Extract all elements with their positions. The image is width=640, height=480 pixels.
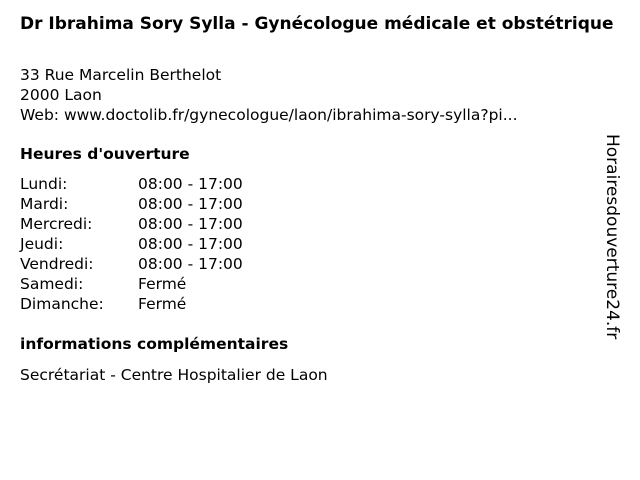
- page-title: Dr Ibrahima Sory Sylla - Gynécologue médicale et obstétrique: [20, 14, 614, 34]
- time-value: Fermé: [138, 275, 187, 293]
- city-address: 2000 Laon: [20, 86, 102, 104]
- hours-table: [20, 174, 243, 314]
- hours-row-friday: [20, 254, 243, 274]
- hours-heading: Heures d'ouverture: [20, 145, 190, 163]
- hours-row-tuesday: [20, 194, 243, 214]
- day-label: Mercredi:: [20, 215, 93, 233]
- website-link[interactable]: Web: www.doctolib.fr/gynecologue/laon/ibrahima-sory-sylla?pi...: [20, 106, 518, 124]
- day-label: Jeudi:: [20, 235, 64, 253]
- hours-row-saturday: [20, 274, 243, 294]
- hours-row-monday: [20, 174, 243, 194]
- hours-row-sunday: [20, 294, 243, 314]
- day-label: Vendredi:: [20, 255, 94, 273]
- day-label: Dimanche:: [20, 295, 104, 313]
- info-heading: informations complémentaires: [20, 335, 289, 353]
- day-label: Mardi:: [20, 195, 69, 213]
- address-block: [20, 65, 518, 125]
- street-address: 33 Rue Marcelin Berthelot: [20, 66, 222, 84]
- time-value: 08:00 - 17:00: [138, 215, 243, 233]
- hours-row-wednesday: [20, 214, 243, 234]
- time-value: 08:00 - 17:00: [138, 255, 243, 273]
- time-value: 08:00 - 17:00: [138, 195, 243, 213]
- time-value: Fermé: [138, 295, 187, 313]
- day-label: Samedi:: [20, 275, 84, 293]
- hours-row-thursday: [20, 234, 243, 254]
- time-value: 08:00 - 17:00: [138, 235, 243, 253]
- brand-watermark: Horairesdouverture24.fr: [602, 134, 622, 340]
- info-text: Secrétariat - Centre Hospitalier de Laon: [20, 366, 328, 384]
- time-value: 08:00 - 17:00: [138, 175, 243, 193]
- day-label: Lundi:: [20, 175, 68, 193]
